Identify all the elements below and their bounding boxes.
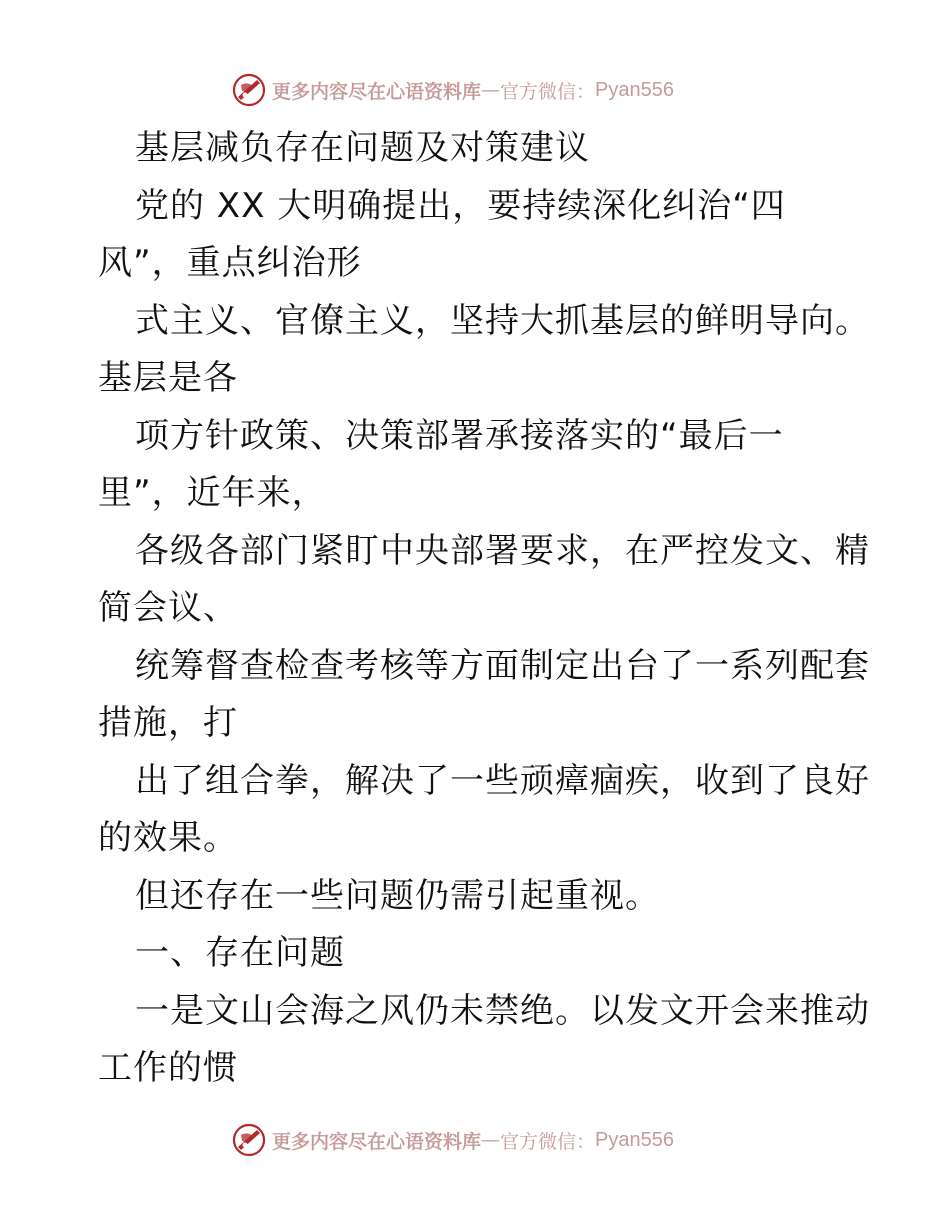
banner-wechat-id: Pyan556 <box>595 78 674 101</box>
brand-logo-icon <box>232 73 266 107</box>
text-line: 党的 XX 大明确提出，要持续深化纠治“四 <box>135 185 786 226</box>
banner-brand-text: 更多内容尽在心语资料库 <box>272 80 482 103</box>
header-banner <box>232 70 674 110</box>
text-line: 里”，近年来， <box>98 473 327 513</box>
text-line: 但还存在一些问题仍需引起重视。 <box>135 875 660 916</box>
document-body <box>98 120 870 1098</box>
text-line: 各级各部门紧盯中央部署要求，在严控发文、精 <box>135 530 870 571</box>
banner-brand-text: 更多内容尽在心语资料库 <box>272 1130 482 1153</box>
banner-separator: — <box>481 1129 501 1151</box>
text-line: 风”，重点纠治形 <box>98 243 362 283</box>
text-line: 基层是各 <box>98 358 238 398</box>
text-line: 的效果。 <box>98 818 238 858</box>
banner-separator: — <box>481 79 501 101</box>
text-line: 统筹督查检查考核等方面制定出台了一系列配套 <box>135 645 870 686</box>
text-line: 简会议、 <box>98 588 238 628</box>
text-line: 措施，打 <box>98 703 238 743</box>
text-line: 项方针政策、决策部署承接落实的“最后一 <box>135 415 784 456</box>
section-heading: 一、存在问题 <box>135 933 345 973</box>
banner-wechat-label: 官方微信： <box>500 1130 596 1153</box>
brand-logo-icon <box>232 1123 266 1157</box>
text-line: 出了组合拳，解决了一些顽瘴痼疾，收到了良好 <box>135 760 870 801</box>
text-line: 式主义、官僚主义，坚持大抓基层的鲜明导向。 <box>135 300 870 341</box>
banner-wechat-id: Pyan556 <box>595 1128 674 1151</box>
document-title: 基层减负存在问题及对策建议 <box>135 128 590 168</box>
footer-banner <box>232 1120 674 1160</box>
banner-wechat-label: 官方微信： <box>500 80 596 103</box>
text-line: 工作的惯 <box>98 1048 238 1088</box>
text-line: 一是文山会海之风仍未禁绝。以发文开会来推动 <box>135 990 870 1031</box>
